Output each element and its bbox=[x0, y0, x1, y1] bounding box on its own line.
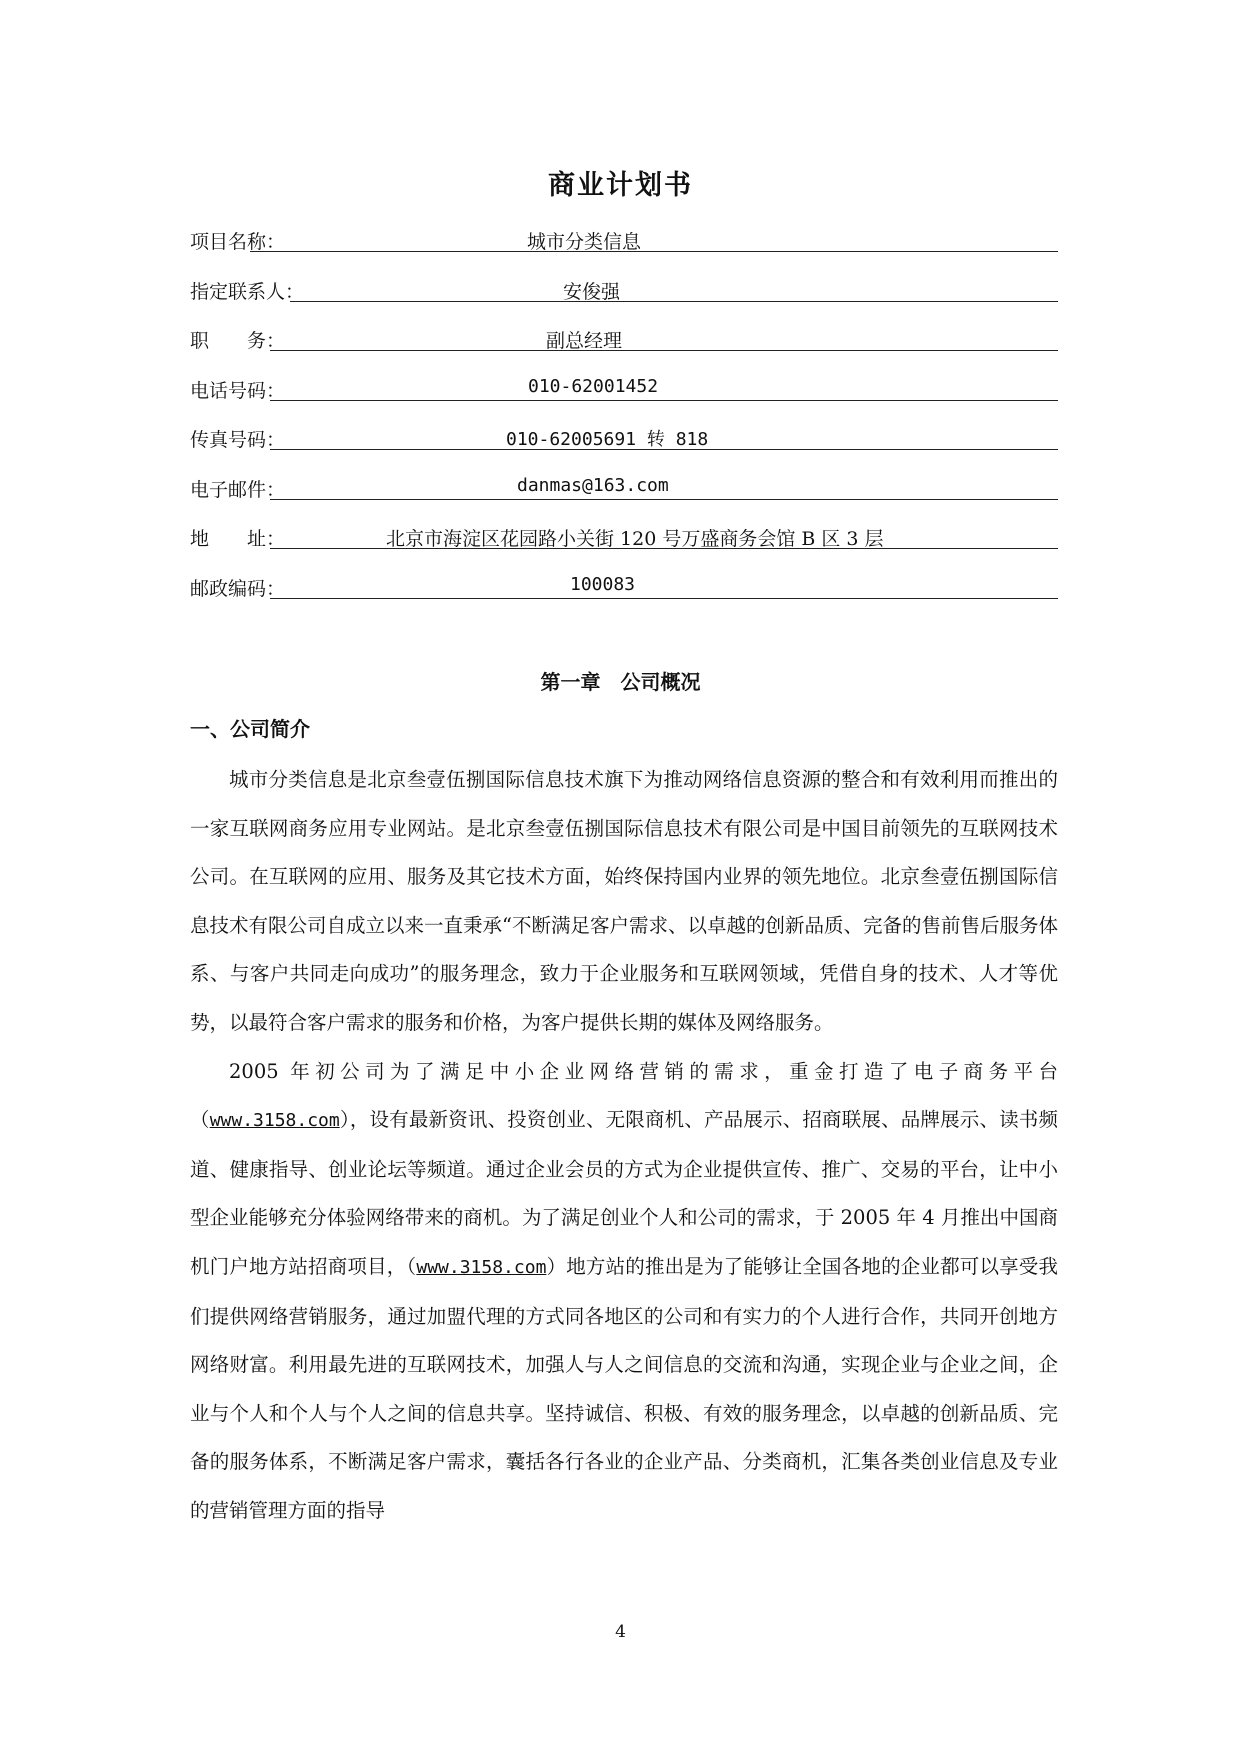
info-label: 地 址： bbox=[190, 528, 286, 550]
info-value: 北京市海淀区花园路小关街 120 号万盛商务会馆 B 区 3 层 bbox=[386, 528, 884, 550]
info-label: 电子邮件： bbox=[190, 478, 286, 501]
info-row-fax bbox=[190, 423, 1058, 473]
info-underline bbox=[270, 374, 1058, 401]
paragraph-text: ），设有最新资讯、投资创业、无限商机、产品展示、招商联展、品牌展示、读书频道、健康指导、创业论坛等频道。通过企业会员的方式为企业提供宣传、推广、交易的平台，让中小型企业能够充分体验网络带来的商机。为了满足创业个人和公司的需求，于 2005 年 4 月推出中国商机门户地方站招商项目，（ bbox=[190, 1108, 1058, 1278]
info-value: 城市分类信息 bbox=[527, 231, 642, 253]
info-row-position bbox=[190, 324, 1058, 374]
info-label: 职 务： bbox=[190, 330, 286, 352]
info-underline bbox=[290, 275, 1058, 302]
info-row-postal-code bbox=[190, 572, 1058, 622]
body-text bbox=[190, 756, 1058, 1536]
info-row-email bbox=[190, 473, 1058, 523]
info-label: 电话号码： bbox=[190, 379, 286, 402]
info-underline bbox=[250, 225, 1058, 252]
chapter-title: 第一章 公司概况 bbox=[540, 670, 701, 694]
contact-info-list bbox=[190, 225, 1058, 621]
website-link[interactable]: www.3158.com bbox=[209, 1110, 340, 1132]
info-value: 安俊强 bbox=[563, 280, 621, 303]
info-row-contact-person bbox=[190, 275, 1058, 325]
info-value: 010-62005691 转 818 bbox=[506, 429, 709, 450]
info-underline bbox=[270, 572, 1058, 599]
paragraph bbox=[190, 1048, 1058, 1536]
info-label: 项目名称： bbox=[190, 231, 286, 253]
info-underline bbox=[270, 324, 1058, 351]
info-value: 副总经理 bbox=[546, 330, 623, 352]
paragraph: 城市分类信息是北京叁壹伍捌国际信息技术旗下为推动网络信息资源的整合和有效利用而推出的一家互联网商务应用专业网站。是北京叁壹伍捌国际信息技术有限公司是中国目前领先的互联网技术公司。在互联网的应用、服务及其它技术方面，始终保持国内业界的领先地位。北京叁壹伍捌国际信息技术有限公司自成立以来一直秉承“不断满足客户需求、以卓越的创新品质、完备的售前售后服务体系、与客户共同走向成功”的服务理念，致力于企业服务和互联网领域，凭借自身的技术、人才等优势，以最符合客户需求的服务和价格，为客户提供长期的媒体及网络服务。 bbox=[190, 768, 1058, 1034]
info-label: 指定联系人： bbox=[190, 280, 305, 303]
info-value: 010-62001452 bbox=[528, 375, 659, 397]
website-link[interactable]: www.3158.com bbox=[416, 1256, 547, 1278]
page-number: 4 bbox=[615, 1622, 626, 1642]
info-label: 邮政编码： bbox=[190, 577, 286, 600]
section-heading: 一、公司简介 bbox=[190, 717, 310, 741]
info-value: danmas@163.com bbox=[517, 474, 669, 496]
info-label: 传真号码： bbox=[190, 429, 286, 451]
info-value: 100083 bbox=[570, 573, 636, 595]
info-row-address bbox=[190, 522, 1058, 572]
paragraph-text: 2005 年初公司为了满足中小企业网络营销的需求，重金打造了电子商务平台（ bbox=[190, 1059, 1058, 1132]
info-row-phone bbox=[190, 374, 1058, 424]
info-row-project-name bbox=[190, 225, 1058, 275]
paragraph-text: ）地方站的推出是为了能够让全国各地的企业都可以享受我们提供网络营销服务，通过加盟代理的方式同各地区的公司和有实力的个人进行合作，共同开创地方网络财富。利用最先进的互联网技术，加强人与人之间信息的交流和沟通，实现企业与企业之间，企业与个人和个人与个人之间的信息共享。坚持诚信、积极、有效的服务理念，以卓越的创新品质、完备的服务体系，不断满足客户需求，囊括各行各业的企业产品、分类商机，汇集各类创业信息及专业的营销管理方面的指导 bbox=[190, 1254, 1058, 1522]
document-title: 商业计划书 bbox=[548, 170, 693, 201]
